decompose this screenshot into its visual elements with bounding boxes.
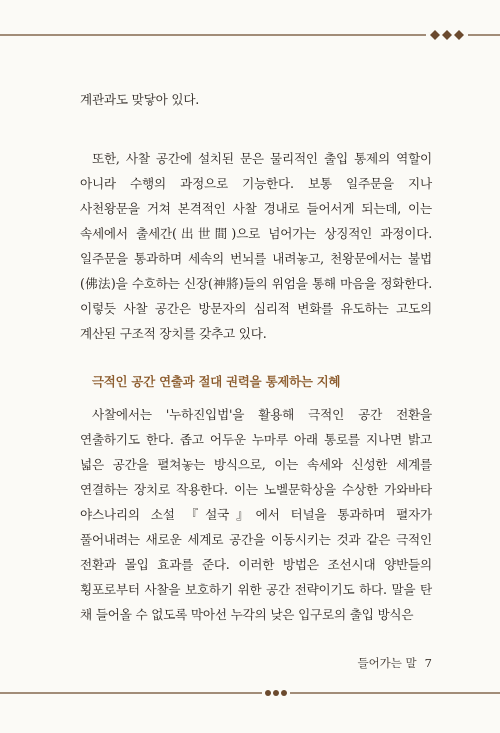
paragraph-spatial-transition: 사찰에서는 '누하진입법'을 활용해 극적인 공간 전환을 연출하기도 한다. 좁고 어두운 누마루 아래 통로를 지나면 밝고 넓은 공간을 펼쳐놓는 방식으로, 이는 속세와 신성한 세계를 연결하는 장치로 작용한다. 이는 노벨문학상을 수상한 가와바타 야스나리의 소설 『설국』에서 터널을 통과하며 펼자가 풀어내려는 새로운 세계로 공간을 이동시키는 것과 같은 극적인 전환과 몰입 효과를 준다. 이러한 방법은 조선시대 양반들의 횡포로부터 사찰을 보호하기 위한 공간 전략이기도 하다. 말을 탄 채 들어올 수 없도록 막아선 누각의 낮은 입구로의 출입 방식은 — [80, 407, 432, 622]
top-rule-svg — [0, 28, 500, 42]
bottom-dot-icon — [265, 690, 271, 696]
top-diamond-icon — [430, 30, 440, 40]
running-footer-title: 들어가는 말 — [357, 656, 417, 670]
bottom-dot-icon — [273, 690, 279, 696]
bottom-ornament-rule — [0, 686, 500, 700]
bottom-dot-icon — [281, 690, 287, 696]
top-diamond-icon — [442, 30, 452, 40]
top-diamond-icon — [454, 30, 464, 40]
section-heading: 극적인 공간 연출과 절대 권력을 통제하는 지혜 — [92, 374, 341, 389]
page-number: 7 — [424, 656, 432, 670]
top-ornament-rule — [0, 28, 500, 42]
page-footer — [340, 655, 432, 671]
bottom-rule-svg — [0, 686, 500, 700]
paragraph-temple-gates: 또한, 사찰 공간에 설치된 문은 물리적인 출입 통제의 역할이 아니라 수행의 과정으로 기능한다. 보통 일주문을 지나 사천왕문을 거쳐 본격적인 사찰 경내로 들어서게 되는데, 이는 속세에서 출세간(出世間)으로 넘어가는 상징적인 과정이다. 일주문을 통과하며 세속의 번뇌를 내려놓고, 천왕문에서는 불법(佛法)을 수호하는 신장(神將)들의 위엄을 통해 마음을 정화한다. 이렇듯 사찰 공간은 방문자의 심리적 변화를 유도하는 고도의 계산된 구조적 장치를 갖추고 있다. — [80, 151, 432, 341]
paragraph-continued: 계관과도 맞닿아 있다. — [80, 92, 200, 107]
